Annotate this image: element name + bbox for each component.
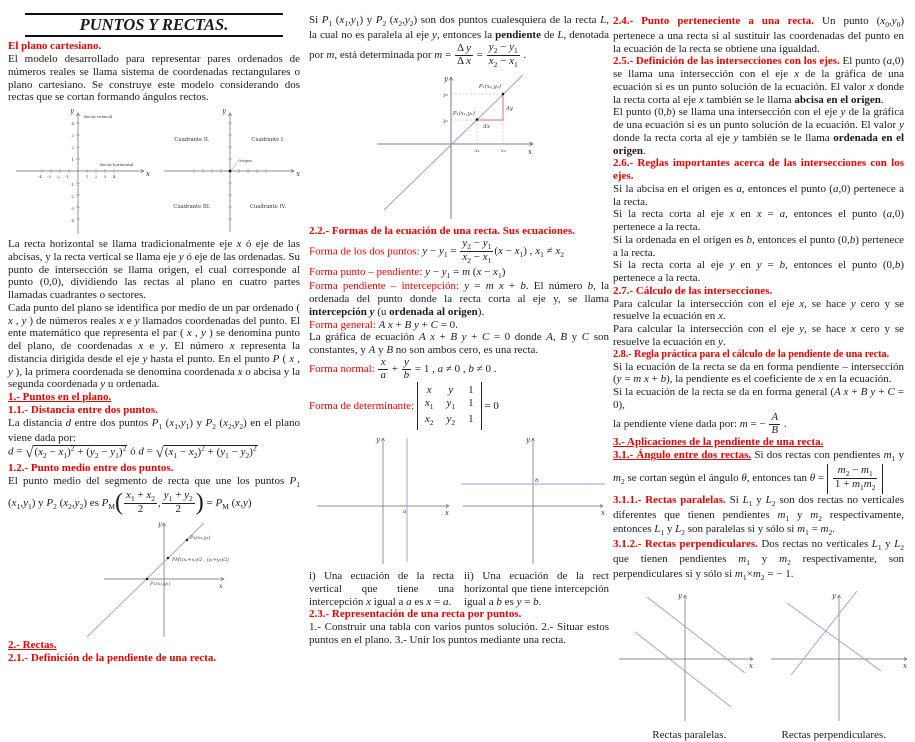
figure-recta-horizontal	[459, 430, 609, 570]
paragraph-distancia: La distancia d entre dos puntos $P_1$ $(x_1,y_1)$ y $P_2$ $(x_2,y_2)$ en el plano viene dada por:	[8, 416, 300, 444]
forma-general: Forma general: A x + B y + C = 0.	[309, 318, 458, 331]
x-axis-label: x	[903, 661, 907, 670]
y-tick: 2	[71, 145, 74, 151]
x-axis-label: x	[528, 148, 532, 157]
x-tick: -4	[38, 174, 42, 180]
figure-rectas-paralelas	[619, 587, 765, 727]
section-2-5: 2.5.- Definición de las intersecciones con los ejes. El punto (a,0) se llama una intersección con el eje x de la gráfica de una ecuación si es un punto solución de la ecuación. El valor x donde la recta corta al eje x también se le llama abcisa en el origen.	[613, 55, 905, 106]
paragraph-interseccion-x: Para calcular la intersección con el eje x, se hace y cero y se resuelve la ecuación en x.	[613, 297, 905, 323]
x-tick: 1	[85, 174, 89, 180]
paragraph-ejes: La recta horizontal se llama tradicionalmente eje x ó eje de las abcisas, y la recta vertical se llama eje y ó eje de las ordenadas. Su punto de intersección se llama origen, el cual corresponde al punto (0,0), dividiendo las rectas al plano en cuatro partes llamadas cuadrantes o sectores.	[8, 238, 300, 302]
y-tick: 3	[71, 133, 74, 139]
forma-normal: Forma normal: $\frac{x}{a}$ + $\frac{y}{b}$ = 1 , a ≠ 0 , b ≠ 0 .	[309, 355, 497, 381]
caption-rectas-paralelas: Rectas paralelas.	[652, 728, 727, 741]
origin-label: Origen	[238, 158, 252, 164]
figure-rectas-perpendiculares	[769, 587, 915, 727]
heading-1-1: 1.1.- Distancia entre dos puntos.	[8, 403, 158, 416]
x-tick: -1	[65, 174, 69, 180]
heading-2-3: 2.3.- Representación de una recta por puntos.	[309, 608, 522, 621]
rule-ordenada: Si la ordenada en el origen es b, entonces el punto (0,b) pertenece a la recta.	[613, 233, 904, 259]
heading-2: 2.- Rectas.	[8, 639, 57, 652]
paragraph-plano: El modelo desarrollado para representar pares ordenados de números reales se llama sistema de coordenadas rectangulares o plano cartesiano. Se construye este modelo considerando dos rectas que se cortan formando ángulos rectos.	[8, 53, 300, 104]
heading-1-2: 1.2.- Punto medio entre dos puntos.	[8, 462, 174, 475]
formula-distancia: $d = √(x_2 - x_1)^2 + (y_2 - y_1)^2$ ó $d = √(x_1 - x_2)^2 + (y_1 - y_2)^2$	[8, 443, 257, 461]
paragraph-punto: Cada punto del plano se identifica por medio de un par ordenado ( x , y ) de números reales x e y llamados coordenadas del punto. El ente matemático que representa el par ( x , y ) se denomina punto del plano, de coordenadas x e y. El número x representa la distancia dirigida desde el eje y hasta el punto. En el punto P ( x , y ), la primera coordenada se denomina coordenada x o abcisa y la segunda coordenada y u ordenada.	[8, 301, 301, 391]
x-axis-label: x	[296, 170, 300, 179]
two-column-note	[309, 570, 609, 608]
delta-x-label: Δx	[483, 124, 490, 131]
quadrant-4-label: Cuadrante IV.	[250, 204, 286, 211]
point-pm-label: PM((x₁+x₂)/2 , (y₁+y₂)/2)	[172, 558, 230, 564]
figure-axes	[8, 104, 154, 238]
rule-corte-x: Si la recta corta al eje x en x = a, entonces el punto (a,0) pertenece a la recta.	[613, 208, 904, 234]
forma-determinante: Forma de determinante: x y 1 $x_1$ $y_1$ 1 $x_2$ $y_2$ 1 = 0	[309, 382, 609, 431]
x-axis-label: x	[749, 661, 753, 670]
paragraph-punto-medio: El punto medio del segmento de recta que une los puntos $P_1$ $(x_1,y_1)$ y $P_2$ $(x_2,y_2)$ es $P_M$( $\frac{x_1 + x_2}{2}$ , $\frac{y_1 + y_2}{2}$ ) = $P_M$ (x,y)	[8, 475, 300, 516]
delta-y-label: Δy	[506, 106, 513, 113]
x-tick: -2	[56, 174, 60, 180]
forma-dos-puntos: Forma de los dos puntos: $y - y_1$ = $\frac{y_2 - y_1}{x_2 - x_1}$ $(x - x_1)$ , $x_1 \ne x_2$	[309, 236, 565, 266]
heading-1: 1.- Puntos en el plano.	[8, 391, 112, 404]
x-axis-label: x	[445, 509, 449, 518]
paragraph-pendiente-intercepcion: Si la ecuación de la recta se da en forma pendiente – intersección (y = m x + b), la pendiente es el coeficiente de x en la ecuación.	[613, 360, 904, 386]
figure-captions	[619, 729, 904, 742]
section-3-1-1: 3.1.1.- Rectas paralelas. Si $L_1$ y $L_2$ son dos rectas no verticales diferentes que tienen pendientes $m_1$ y $m_2$ respectivamente, entonces $L_1$ y $L_2$ son paralelas si y sólo si $m_1 = m_2$.	[613, 493, 905, 538]
section-3-1-2: 3.1.2.- Rectas perpendiculares. Dos rectas no verticales $L_1$ y $L_2$ que tienen pendientes $m_1$ y $m_2$ respectivamente, son perpendiculares si y sólo si $m_1\times m_2$ = − 1.	[613, 538, 904, 583]
figure-paralelas-perpendiculares	[619, 587, 907, 727]
y1-tick-label: y₁	[443, 118, 448, 125]
section-2-5b: El punto (0,b) se llama una intersección con el eje y de la gráfica de una ecuación si es un punto solución de la ecuación. El valor y donde la recta corta al eje y también se le llama ordenada en el origen.	[613, 106, 905, 157]
x1-tick-label: x₁	[475, 148, 480, 155]
paragraph-recta-vertical: i) Una ecuación de la recta vertical que tiene una intercepción x igual a a es x = a.	[309, 570, 454, 608]
x-tick: -3	[47, 174, 51, 180]
point-p2-label: P₂(x₂,y₂)	[190, 535, 211, 542]
section-3-1: 3.1.- Ángulo entre dos rectas. Si dos rectas con pendientes $m_1$ y $m_2$ se cortan según el ángulo θ, entonces tan θ = $\frac{m_2 - m_1}{1 + m_1m_2}$	[613, 449, 905, 493]
point-p1-label: P₁(x₁,y₁)	[150, 581, 171, 588]
x-axis-label: x	[146, 170, 150, 179]
quadrant-1-label: Cuadrante I.	[251, 137, 285, 144]
heading-2-7: 2.7.- Cálculo de las intersecciones.	[613, 284, 773, 297]
x-axis-label: x	[219, 582, 223, 591]
forma-punto-pendiente: Forma punto – pendiente: $y - y_1 = m$ $(x - x_1)$	[309, 265, 506, 280]
y-axis-label: y	[526, 436, 530, 445]
figure-recta-vertical	[309, 430, 459, 570]
y-axis-label: y	[158, 520, 162, 529]
y-tick: 1	[71, 157, 74, 163]
y-axis-label: y	[70, 107, 74, 116]
a-intercept-label: a	[403, 509, 407, 516]
x-tick: 2	[94, 174, 98, 180]
figure-pendiente	[309, 69, 609, 225]
y-tick: -1	[70, 182, 74, 188]
x2-tick-label: x₂	[501, 148, 506, 155]
heading-2-1: 2.1.- Definición de la pendiente de una recta.	[8, 651, 217, 664]
paragraph-forma-general: Si la ecuación de la recta se da en forma general (A x + B y + C = 0),	[613, 386, 904, 411]
y-axis-label: y	[832, 591, 836, 600]
x-tick: 4	[112, 174, 116, 180]
right-column	[613, 0, 907, 742]
recta-vertical-label: Recta vertical	[84, 114, 113, 120]
figure-quadrants	[154, 104, 300, 238]
caption-rectas-perpendiculares: Rectas perpendiculares.	[781, 728, 886, 741]
figure-ejes-y-cuadrantes	[8, 104, 300, 238]
paragraph-pendiente: Si $P_1$ $(x_1,y_1)$ y $P_2$ $(x_2,y_2)$ son dos puntos cualesquiera de la recta L, la cual no es paralela al eje y, entonces la pendiente de L, denotada por m, está determinada por m = $\frac{\text{Δ y}}{\text{Δ x}}$ = $\frac{y_2 - y_1}{x_2 - x_1}$ .	[309, 14, 609, 70]
point-p2-label: P₂(x₂,y₂)	[478, 84, 501, 91]
y-tick: -4	[70, 218, 74, 224]
b-intercept-label: b	[535, 478, 539, 485]
recta-horizontal-label: Recta horizontal	[100, 162, 134, 168]
figure-rectas-vertical-horizontal	[309, 430, 609, 570]
rule-corte-y: Si la recta corta al eje y en y = b, entonces el punto (0,b) pertenece a la recta.	[613, 259, 904, 285]
figure-punto-medio	[12, 517, 294, 639]
x-axis-label: x	[601, 509, 605, 518]
y-tick: -3	[70, 206, 74, 212]
y-axis-label: y	[678, 591, 682, 600]
middle-column	[309, 0, 609, 647]
heading-2-2: 2.2.- Formas de la ecuación de una recta. Sus ecuaciones.	[309, 225, 575, 238]
section-2-4: 2.4.- Punto perteneciente a una recta. Un punto $(x_0,y_0)$ pertenece a una recta si al sustituir las coordenadas del punto en la ecuación de la recta se obtiene una igualdad.	[613, 15, 904, 55]
page-title: PUNTOS Y RECTAS.	[25, 13, 283, 37]
y-axis-label: y	[376, 436, 380, 445]
x-tick: 3	[103, 174, 107, 180]
heading-plano-cartesiano: El plano cartesiano.	[8, 40, 102, 53]
heading-2-8: 2.8.- Regla práctica para el cálculo de la pendiente de una recta.	[613, 348, 890, 360]
point-p1-label: P₁(x₁,y₁)	[452, 111, 475, 118]
y2-tick-label: y₂	[443, 92, 448, 99]
heading-2-6: 2.6.- Reglas importantes acerca de las intersecciones con los ejes.	[613, 157, 904, 183]
paragraph-interseccion-y: Para calcular la intersección con el eje y, se hace x cero y se resuelve la ecuación en y.	[613, 323, 905, 348]
y-tick: 4	[71, 121, 74, 127]
quadrant-3-label: Cuadrante III.	[173, 204, 211, 211]
paragraph-representacion: 1.- Construir una tabla con varios puntos solución. 2.- Situar estos puntos en el plano. 3.- Unir los puntos mediante una recta.	[309, 621, 609, 646]
paragraph-recta-horizontal: ii) Una ecuación de la rect horizontal que tiene intercepción igual a b es y = b.	[464, 570, 609, 608]
paragraph-grafica-general: La gráfica de ecuación A x + B y + C = 0 donde A, B y C son constantes, y A y B no son ambos cero, es una recta.	[309, 331, 609, 357]
forma-pendiente-intercepcion: Forma pendiente – intercepción: y = m x + b. El número b, la ordenada del punto donde la recta corta al eje y, se llama intercepción y (u ordenada al origen).	[309, 280, 609, 318]
y-tick: -2	[70, 194, 74, 200]
formula-pendiente-general: la pendiente viene dada por: m = − $\frac{A}{B}$ .	[613, 410, 787, 436]
rule-abcisa: Si la abcisa en el origen es a, entonces el punto (a,0) pertenece a la recta.	[613, 182, 904, 208]
y-axis-label: y	[444, 75, 448, 84]
left-column	[8, 0, 300, 665]
y-axis-label: y	[222, 107, 226, 116]
quadrant-2-label: Cuadrante II.	[174, 137, 210, 144]
heading-3: 3.- Aplicaciones de la pendiente de una recta.	[613, 436, 824, 449]
